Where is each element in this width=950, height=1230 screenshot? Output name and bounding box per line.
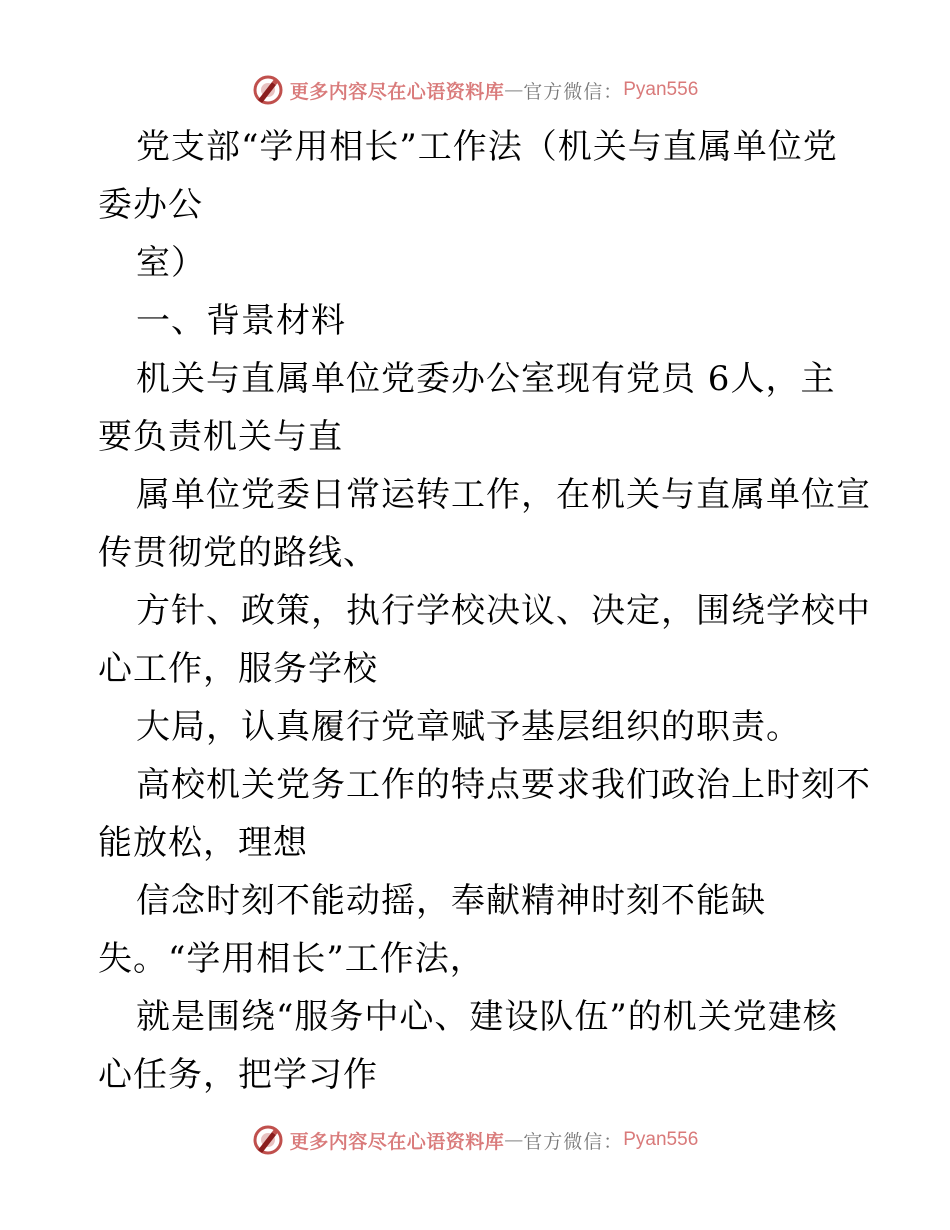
watermark-separator: — [504,1129,524,1151]
title-line-2: 委办公 [98,185,203,225]
pen-logo-icon [252,74,284,106]
watermark-site-text: 更多内容尽在心语资料库 [289,1130,505,1153]
watermark-site-text: 更多内容尽在心语资料库 [289,80,505,103]
paragraph-line: 传贯彻党的路线、 [98,533,378,573]
section-heading: 一、背景材料 [136,301,346,341]
title-line-3: 室） [136,243,206,283]
title-line-1: 党支部“学用相长”工作法（机关与直属单位党 [136,127,838,167]
paragraph-line: 高校机关党务工作的特点要求我们政治上时刻不 [136,765,871,805]
paragraph-line: 信念时刻不能动摇，奉献精神时刻不能缺 [136,881,766,921]
document-body [98,118,871,1104]
pen-logo-icon [252,1124,284,1156]
paragraph-line: 要负责机关与直 [98,417,343,457]
watermark-wechat-label: 官方微信： [523,80,624,103]
paragraph-line: 属单位党委日常运转工作，在机关与直属单位宣 [136,475,871,515]
paragraph-line: 心任务，把学习作 [98,1055,378,1095]
watermark-wechat-id: Pyan556 [623,1129,699,1150]
header-watermark [0,70,950,110]
paragraph-line: 方针、政策，执行学校决议、决定，围绕学校中 [136,591,871,631]
paragraph-line: 心工作，服务学校 [98,649,378,689]
footer-watermark [0,1120,950,1160]
paragraph-line: 失。“学用相长”工作法， [98,939,485,979]
watermark-separator: — [504,79,524,101]
paragraph-line: 能放松，理想 [98,823,308,863]
watermark-wechat-label: 官方微信： [523,1130,624,1153]
paragraph-line: 大局，认真履行党章赋予基层组织的职责。 [136,707,801,747]
paragraph-line: 机关与直属单位党委办公室现有党员 6人，主 [136,359,836,399]
watermark-wechat-id: Pyan556 [623,79,699,100]
paragraph-line: 就是围绕“服务中心、建设队伍”的机关党建核 [136,997,838,1037]
